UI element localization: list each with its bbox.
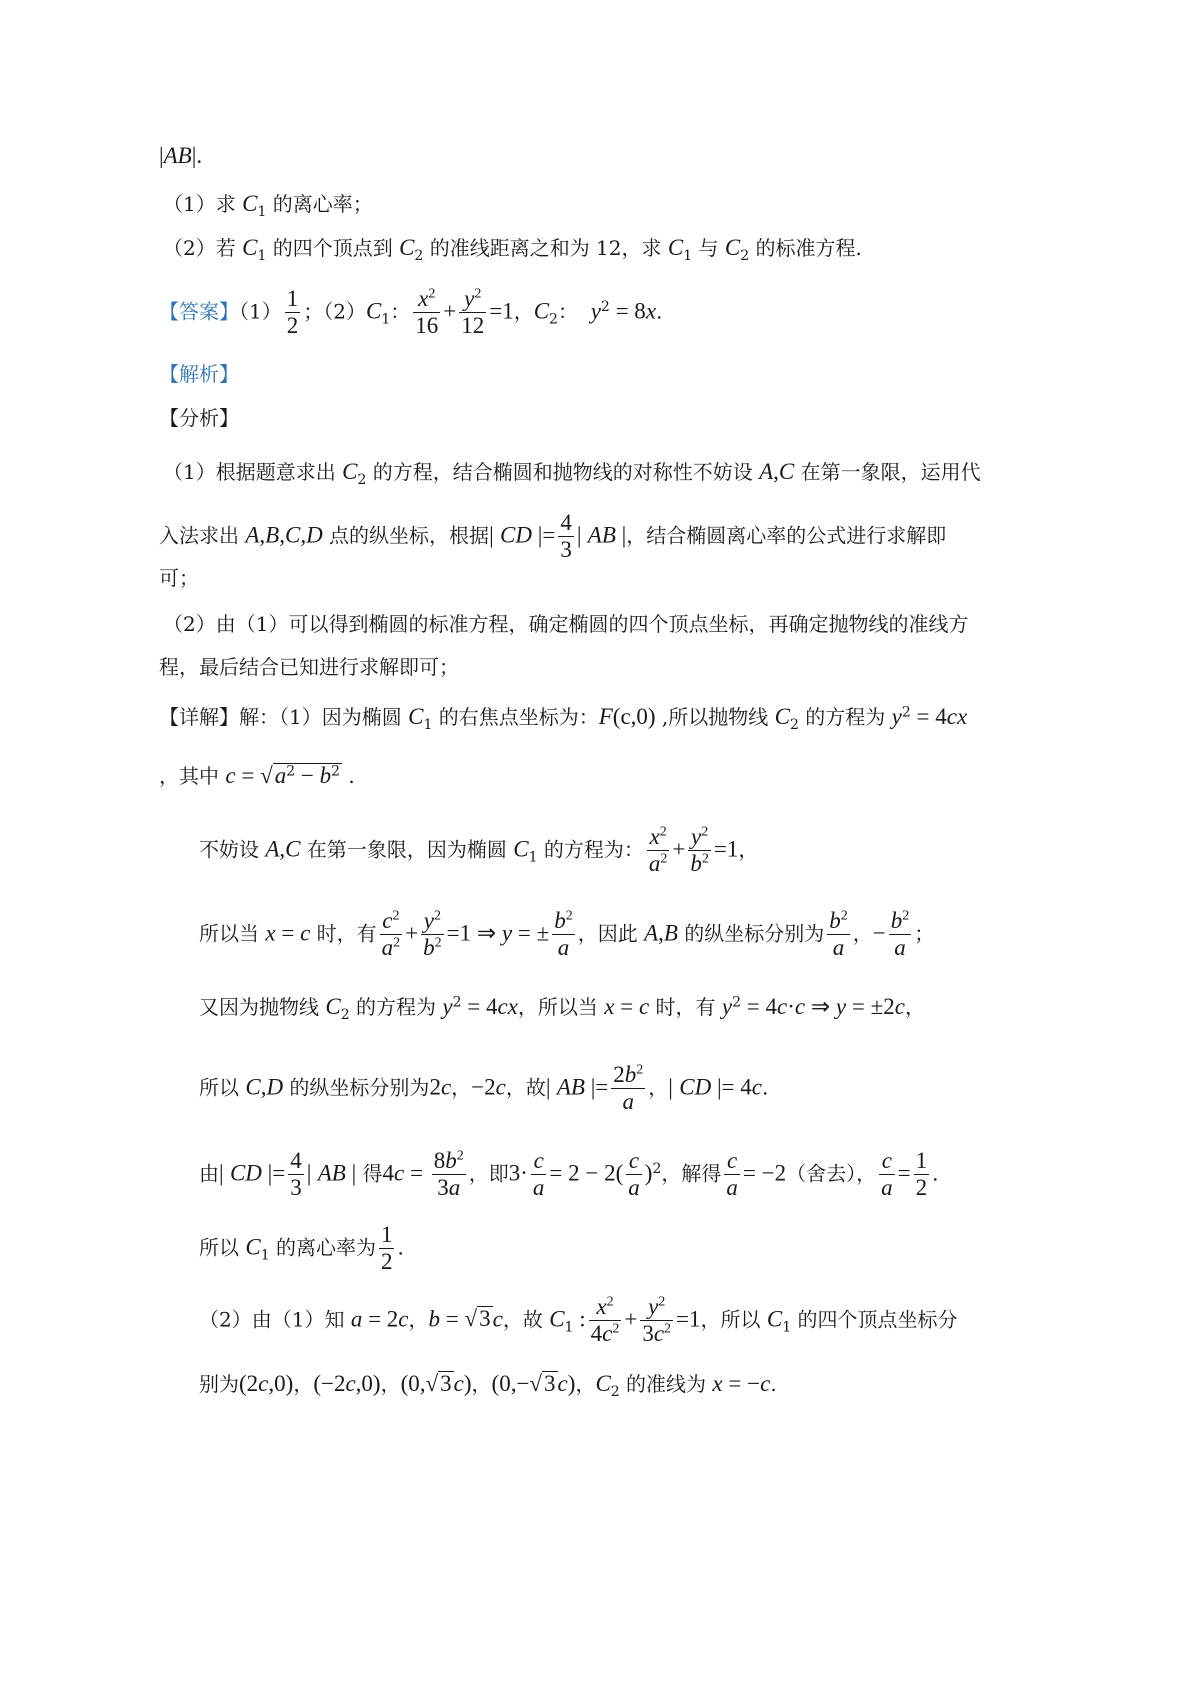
- text-line-2: （1）求 $C_1$ 的离心率；: [163, 191, 373, 220]
- text-line-9: 可；: [159, 566, 199, 590]
- text-line-3: （2）若 $C_1$ 的四个顶点到 $C_2$ 的准线距离之和为 12，求 $C_1$ 与 $C_2$ 的标准方程.: [163, 235, 862, 264]
- text-line-7: （1）根据题意求出 $C_2$ 的方程，结合椭圆和抛物线的对称性不妨设 A,C 在第一象限，运用代: [163, 459, 981, 488]
- analysis-tag: 【解析】: [159, 362, 239, 386]
- text-line-18: 由| CD |= $\frac{4}{3}$ | AB | 得4c = $\frac{8b^2}{3a}$ ，即3· $\frac{c}{a}$ = 2 − 2( $\frac{c}{a}$ )$^2$，解得 $\frac{c}{a}$ = −2（舍去）， $\frac{c}{a}$ = $\frac{1}{2}$ .: [199, 1148, 939, 1201]
- text-line-11: 程，最后结合已知进行求解即可；: [159, 655, 459, 679]
- text-line-17: 所以 C,D 的纵坐标分别为2c，−2c，故| AB |= $\frac{2b^2}{a}$ ，| CD |= 4c.: [199, 1062, 769, 1115]
- text-line-19: 所以 $C_1$ 的离心率为 $\frac{1}{2}$ .: [199, 1222, 404, 1275]
- text-line-13: ，其中 $c = √a^2 - b^2$ .: [159, 763, 355, 788]
- text-line-16: 又因为抛物线 $C_2$ 的方程为 $y^2 = 4cx$，所以当 x = c 时，有 $y^2 = 4c\cdot c$ ⇒ y = ±2c，: [199, 994, 925, 1023]
- text-line-21: 别为(2c,0)，(−2c,0)，(0,√3c)，(0,−√3c)，$C_2$ 的准线为 x = −c.: [199, 1371, 777, 1400]
- text-line-1: |AB|.: [159, 143, 203, 168]
- text-line-15: 所以当 x = c 时，有 $\frac{c^2}{a^2}$ + $\frac{y^2}{b^2}$ =1 ⇒ y = ± $\frac{b^2}{a}$ ，因此 A,B 的纵坐标分别为 $\frac{b^2}{a}$ ，− $\frac{b^2}{a}$ ；: [199, 908, 935, 961]
- analysis-subtag: 【分析】: [159, 406, 239, 430]
- text-line-14: 不妨设 A,C 在第一象限，因为椭圆 $C_1$ 的方程为： $\frac{x^2}{a^2}$ + $\frac{y^2}{b^2}$ =1，: [199, 824, 759, 877]
- text-line-8: 入法求出 A,B,C,D 点的纵坐标，根据| CD |= $\frac{4}{3}$ | AB |，结合椭圆离心率的公式进行求解即: [159, 510, 947, 563]
- text-line-20: （2）由（1）知 a = 2c，b = √3c，故 $C_1$ : $\frac{x^2}{4c^2}$ + $\frac{y^2}{3c^2}$ =1，所以 $C_1$ 的四个顶点坐标分: [199, 1294, 958, 1347]
- answer-tag: 【答案】: [159, 299, 239, 324]
- text-line-10: （2）由（1）可以得到椭圆的标准方程，确定椭圆的四个顶点坐标，再确定抛物线的准线方: [163, 612, 969, 636]
- answer-line: 【答案】（1） $\frac{1}{2}$ ；$(2)C_1$： $\frac{x^2}{16}$ + $\frac{y^2}{12}$ =1，$C_2$： $y^2 = 8x$.: [159, 286, 663, 339]
- text-line-12: 【详解】解：（1）因为椭圆 $C_1$ 的右焦点坐标为：F(c,0) ,所以抛物线 $C_2$ 的方程为 $y^2 = 4cx$: [159, 704, 968, 733]
